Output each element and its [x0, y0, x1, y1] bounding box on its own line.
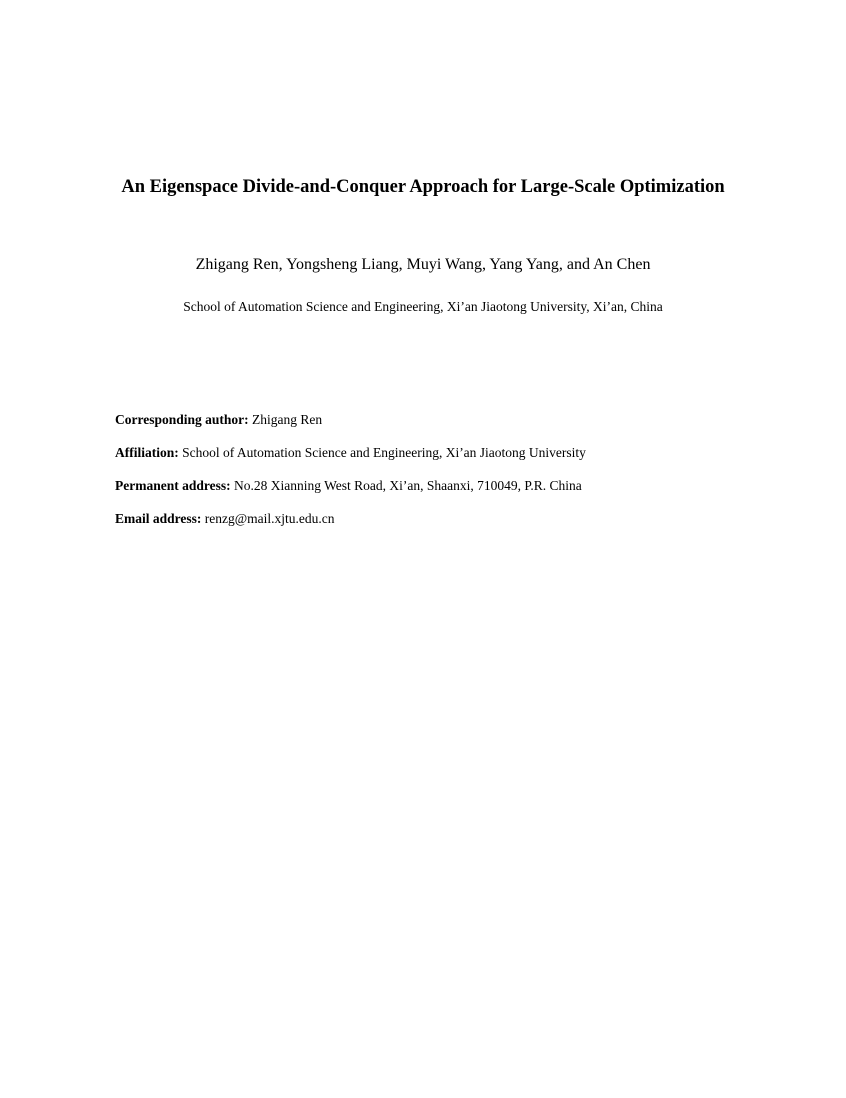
author-list: Zhigang Ren, Yongsheng Liang, Muyi Wang, Yang Yang, and An Chen — [195, 256, 651, 273]
corresponding-author-line — [115, 410, 322, 430]
email-address-line — [115, 509, 335, 529]
affiliation-value: School of Automation Science and Engineering, Xi’an Jiaotong University — [178, 445, 586, 460]
permanent-address-value: No.28 Xianning West Road, Xi’an, Shaanxi, 710049, P.R. China — [230, 478, 582, 493]
corresponding-author-label: Corresponding author: — [115, 412, 249, 427]
author-institution: School of Automation Science and Engineering, Xi’an Jiaotong University, Xi’an, China — [183, 299, 663, 314]
corresponding-author-value: Zhigang Ren — [248, 412, 323, 427]
permanent-address-label: Permanent address: — [115, 478, 231, 493]
permanent-address-line — [115, 476, 582, 496]
affiliation-label: Affiliation: — [115, 445, 179, 460]
affiliation-line — [115, 443, 586, 463]
email-address-label: Email address: — [115, 511, 202, 526]
paper-title: An Eigenspace Divide-and-Conquer Approach for Large-Scale Optimization — [121, 177, 725, 197]
email-address-value: renzg@mail.xjtu.edu.cn — [201, 511, 335, 526]
